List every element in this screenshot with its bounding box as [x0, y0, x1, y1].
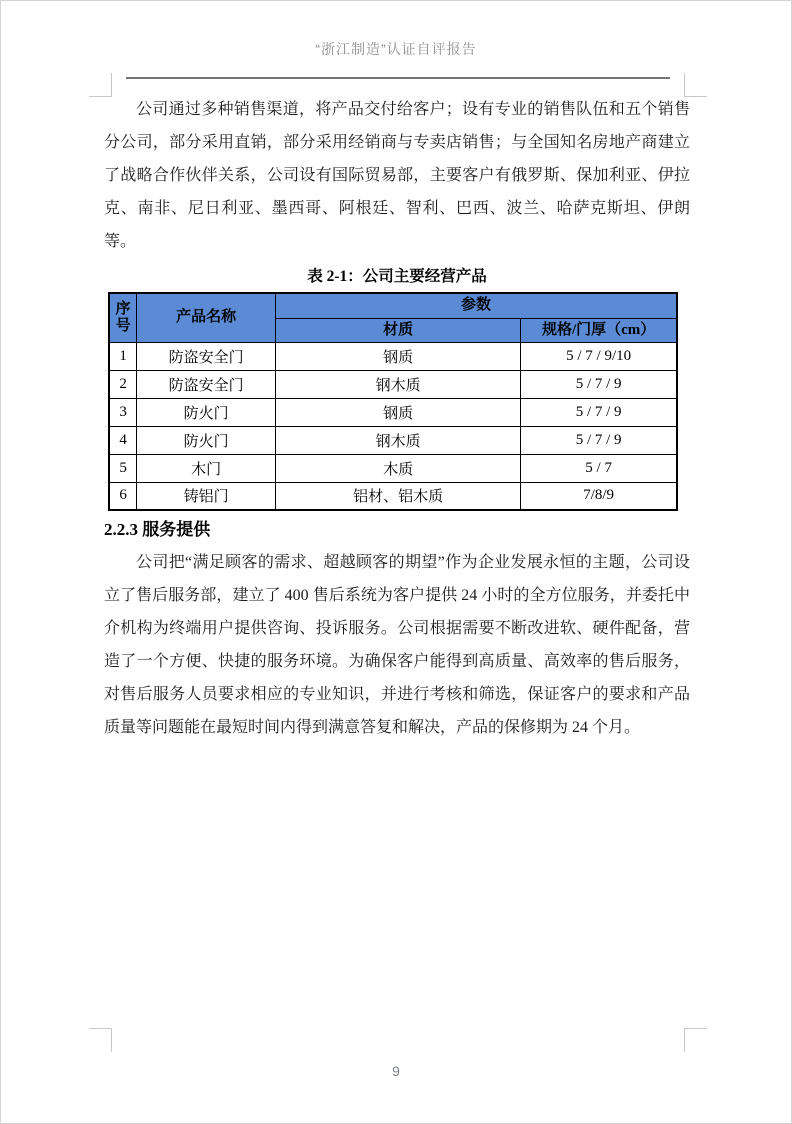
paragraph-service-provision: 公司把“满足顾客的需求、超越顾客的期望”作为企业发展永恒的主题，公司设立了售后服务部，建立了 400 售后系统为客户提供 24 小时的全方位服务，并委托中介机构为终端用户提供咨询、投诉服务。公司根据需要不断改进软、硬件配备，营造了一个方便、快捷的服务环境。为确保客户能得到高质量、高效率的售后服务，对售后服务人员要求相应的专业知识，并进行考核和筛选，保证客户的要求和产品质量等问题能在最短时间内得到满意答复和解决，产品的保修期为 24 个月。 — [104, 554, 690, 736]
page-content — [104, 93, 690, 744]
cell-product: 防盗安全门 — [137, 342, 276, 370]
crop-mark-bottom-right — [684, 1028, 707, 1052]
cell-material: 钢质 — [275, 398, 520, 426]
table-caption: 表 2-1：公司主要经营产品 — [307, 268, 487, 285]
cell-spec: 7/8/9 — [521, 482, 677, 510]
cell-product: 防火门 — [137, 398, 276, 426]
cell-product: 防火门 — [137, 426, 276, 454]
paragraph-sales-channels: 公司通过多种销售渠道，将产品交付给客户；设有专业的销售队伍和五个销售分公司，部分采用直销，部分采用经销商与专卖店销售；与全国知名房地产商建立了战略合作伙伴关系，公司设有国际贸易部，主要客户有俄罗斯、保加利亚、伊拉克、南非、尼日利亚、墨西哥、阿根廷、智利、巴西、波兰、哈萨克斯坦、伊朗等。 — [104, 101, 690, 250]
cell-spec: 5 / 7 / 9/10 — [521, 342, 677, 370]
col-header-product: 产品名称 — [137, 293, 276, 342]
cell-index: 1 — [109, 342, 137, 370]
cell-product: 铸铝门 — [137, 482, 276, 510]
cell-index: 5 — [109, 454, 137, 482]
cell-material: 钢木质 — [275, 370, 520, 398]
table-row — [109, 398, 677, 426]
table-row — [109, 426, 677, 454]
cell-material: 钢质 — [275, 342, 520, 370]
products-table — [108, 292, 678, 511]
section-heading-2-2-3: 2.2.3 服务提供 — [104, 520, 211, 539]
col-header-index: 序号 — [109, 293, 137, 342]
table-header-row-1 — [109, 293, 677, 318]
cell-product: 防盗安全门 — [137, 370, 276, 398]
cell-index: 4 — [109, 426, 137, 454]
cell-product: 木门 — [137, 454, 276, 482]
cell-index: 2 — [109, 370, 137, 398]
cell-spec: 5 / 7 / 9 — [521, 398, 677, 426]
cell-spec: 5 / 7 / 9 — [521, 426, 677, 454]
cell-material: 钢木质 — [275, 426, 520, 454]
col-header-material: 材质 — [275, 318, 520, 342]
table-row — [109, 454, 677, 482]
cell-spec: 5 / 7 — [521, 454, 677, 482]
col-header-params: 参数 — [275, 293, 677, 318]
table-row — [109, 370, 677, 398]
cell-index: 6 — [109, 482, 137, 510]
cell-material: 铝材、铝木质 — [275, 482, 520, 510]
running-header-title: “浙江制造”认证自评报告 — [315, 41, 477, 57]
header-rule — [126, 77, 670, 79]
cell-spec: 5 / 7 / 9 — [521, 370, 677, 398]
page-number: 9 — [392, 1063, 400, 1079]
col-header-spec: 规格/门厚（cm） — [521, 318, 677, 342]
cell-index: 3 — [109, 398, 137, 426]
cell-material: 木质 — [275, 454, 520, 482]
table-row — [109, 342, 677, 370]
crop-mark-bottom-left — [89, 1028, 112, 1052]
table-row — [109, 482, 677, 510]
